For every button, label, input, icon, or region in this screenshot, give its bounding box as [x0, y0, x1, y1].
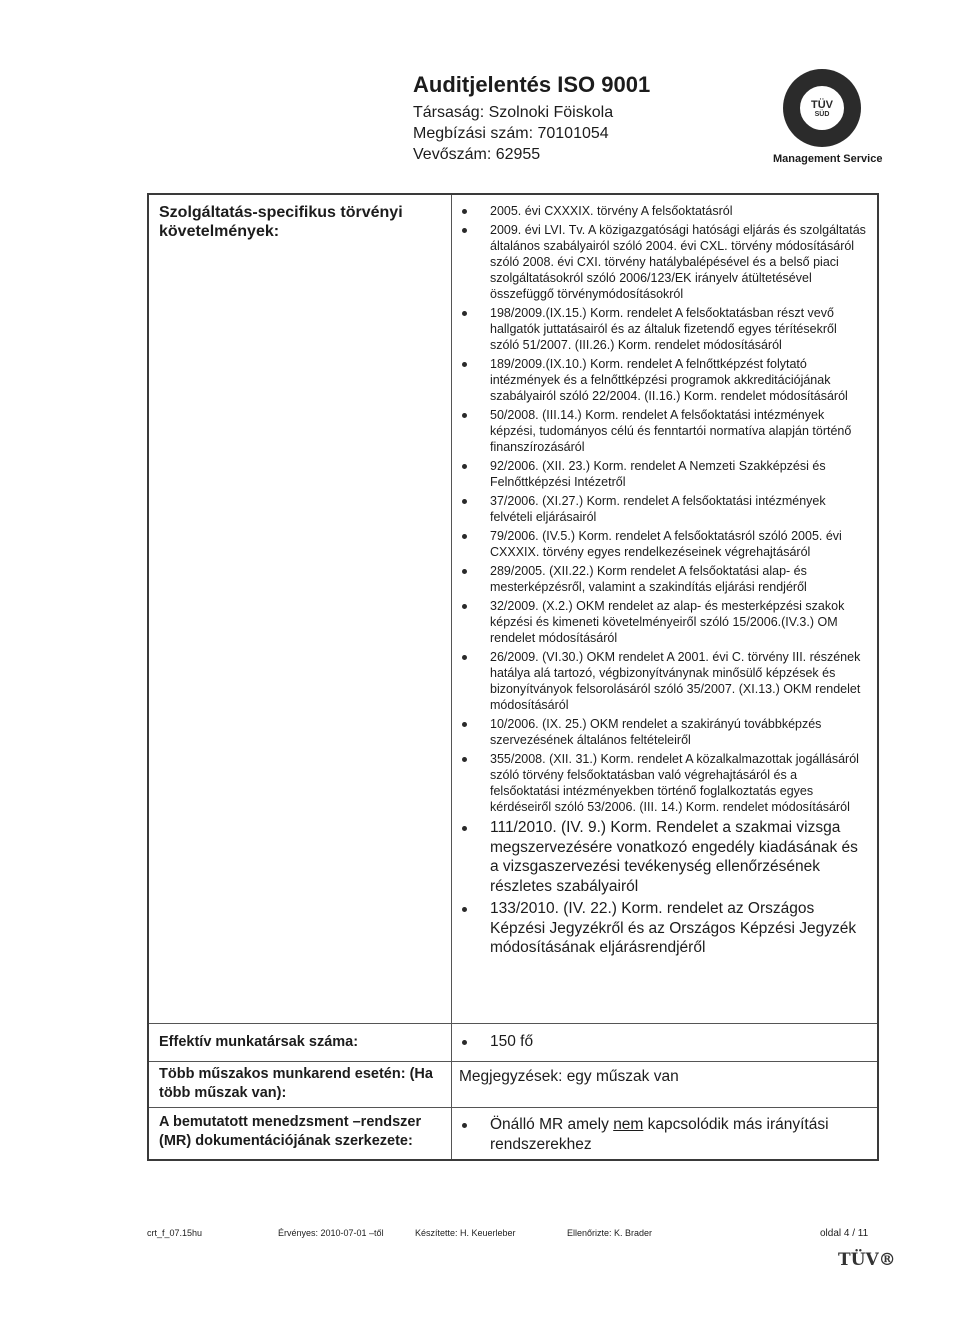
- employees-value: 150 fő: [459, 1032, 869, 1052]
- requirements-label: Szolgáltatás-specifikus törvényi követelmények:: [159, 204, 403, 240]
- employees-label: Effektív munkatársak száma:: [159, 1034, 359, 1050]
- docs-content: [459, 1115, 869, 1157]
- requirement-item: 10/2006. (IX. 25.) OKM rendelet a szakirányú továbbképzés szervezésének általános feltételeiről: [459, 716, 869, 748]
- requirement-item: 2005. évi CXXXIX. törvény A felsőoktatásról: [459, 203, 869, 219]
- requirement-item: 26/2009. (VI.30.) OKM rendelet A 2001. évi C. törvény III. részének hatálya alá tartozó, végbizonyítványnak minősülő képzések és bizonyítványok felsorolásáról szóló 35/2007. (XI.13.) OKM rendelet módosításáról: [459, 649, 869, 713]
- report-title: Auditjelentés ISO 9001: [413, 72, 651, 97]
- shifts-label: Több műszakos munkarend esetén: (Ha több műszak van):: [159, 1066, 433, 1101]
- row-divider: [149, 1023, 877, 1024]
- audit-info-table: [147, 193, 879, 1161]
- order-number: Megbízási szám: 70101054: [413, 125, 609, 142]
- requirement-item: 198/2009.(IX.15.) Korm. rendelet A felsőoktatásban részt vevő hallgatók juttatásairól és az általuk fizetendő egyes térítésekről szóló 51/2007. (III.26.) Korm. rendelet módosításáról: [459, 305, 869, 353]
- requirement-item: 133/2010. (IV. 22.) Korm. rendelet az Országos Képzési Jegyzékről és az Országos Képzési Jegyzék módosításának eljárásrendjéről: [459, 899, 869, 958]
- valid-from: Érvényes: 2010-07-01 –től: [278, 1228, 384, 1238]
- requirement-item: 2009. évi LVI. Tv. A közigazgatósági hatósági eljárás és szolgáltatás általános szabályairól szóló 2004. évi CXL. törvény módosításáról szóló 2008. évi CXI. törvény hatálybalépésével és a belső piaci szolgáltatásokról szóló 2006/123/EK irányelv átültetésével összefüggő törvénymódosításokról: [459, 222, 869, 302]
- requirement-item: 189/2009.(IX.10.) Korm. rendelet A felnőttképzést folytató intézmények és a felnőttképzési programok akkreditációjának szabályairól szóló 22/2004. (II.16.) Korm. rendelet módosításáról: [459, 356, 869, 404]
- form-code: crt_f_07.15hu: [147, 1228, 203, 1238]
- logo-caption: Management Service: [773, 153, 883, 165]
- requirement-item: 50/2008. (III.14.) Korm. rendelet A felsőoktatási intézmények képzési, tudományos célú és fenntartói normatíva alapján történő finanszírozásáról: [459, 407, 869, 455]
- prepared-by: Készítette: H. Keuerleber: [415, 1228, 516, 1238]
- row-divider: [149, 1061, 877, 1062]
- page-number: oldal 4 / 11: [820, 1228, 869, 1239]
- requirements-list: [459, 203, 869, 958]
- employees-content: [459, 1032, 869, 1055]
- requirement-item: 111/2010. (IV. 9.) Korm. Rendelet a szakmai vizsga megszervezésére vonatkozó engedély kiadásának és a vizsgaszervezési tevékenység ellenőrzésének részletes szabályairól: [459, 818, 869, 896]
- customer-number: Vevőszám: 62955: [413, 146, 541, 163]
- tuv-logo-icon: TÜV SÜD: [783, 69, 861, 147]
- requirement-item: 92/2006. (XII. 23.) Korm. rendelet A Nemzeti Szakképzési és Felnőttképzési Intézetről: [459, 458, 869, 490]
- tuv-trademark: TÜV®: [838, 1250, 896, 1270]
- requirements-content: [459, 203, 869, 961]
- docs-value: Önálló MR amely nem kapcsolódik más irányítási rendszerekhez: [459, 1115, 869, 1154]
- docs-value-emphasis: nem: [613, 1116, 644, 1133]
- docs-label: A bemutatott menedzsment –rendszer (MR) dokumentációjának szerkezete:: [159, 1114, 422, 1149]
- requirement-item: 37/2006. (XI.27.) Korm. rendelet A felsőoktatási intézmények felvételi eljárásairól: [459, 493, 869, 525]
- requirement-item: 289/2005. (XII.22.) Korm rendelet A felsőoktatási alap- és mesterképzésről, valamint a szakindítás eljárási rendjéről: [459, 563, 869, 595]
- requirement-item: 32/2009. (X.2.) OKM rendelet az alap- és mesterképzési szakok képzési és kimeneti követelményeiről szóló 15/2006.(IV.3.) OM rendelet módosításáról: [459, 598, 869, 646]
- company-name: Társaság: Szolnoki Föiskola: [413, 104, 614, 121]
- row-divider: [149, 1107, 877, 1108]
- requirement-item: 79/2006. (IV.5.) Korm. rendelet A felsőoktatásról szóló 2005. évi CXXXIX. törvény egyes rendelkezéseinek végrehajtásáról: [459, 528, 869, 560]
- checked-by: Ellenőrizte: K. Brader: [567, 1228, 653, 1238]
- tuv-logo: [773, 69, 883, 165]
- shifts-value: Megjegyzések: egy műszak van: [459, 1068, 679, 1085]
- requirement-item: 355/2008. (XII. 31.) Korm. rendelet A közalkalmazottak jogállásáról szóló törvény felsőoktatásban való végrehajtásáról és a felsőoktatási intézményekben történő foglalkoztatás egyes kérdéseiről szóló 53/2006. (III. 14.) Korm. rendelet módosításáról: [459, 751, 869, 815]
- column-divider: [451, 195, 452, 1159]
